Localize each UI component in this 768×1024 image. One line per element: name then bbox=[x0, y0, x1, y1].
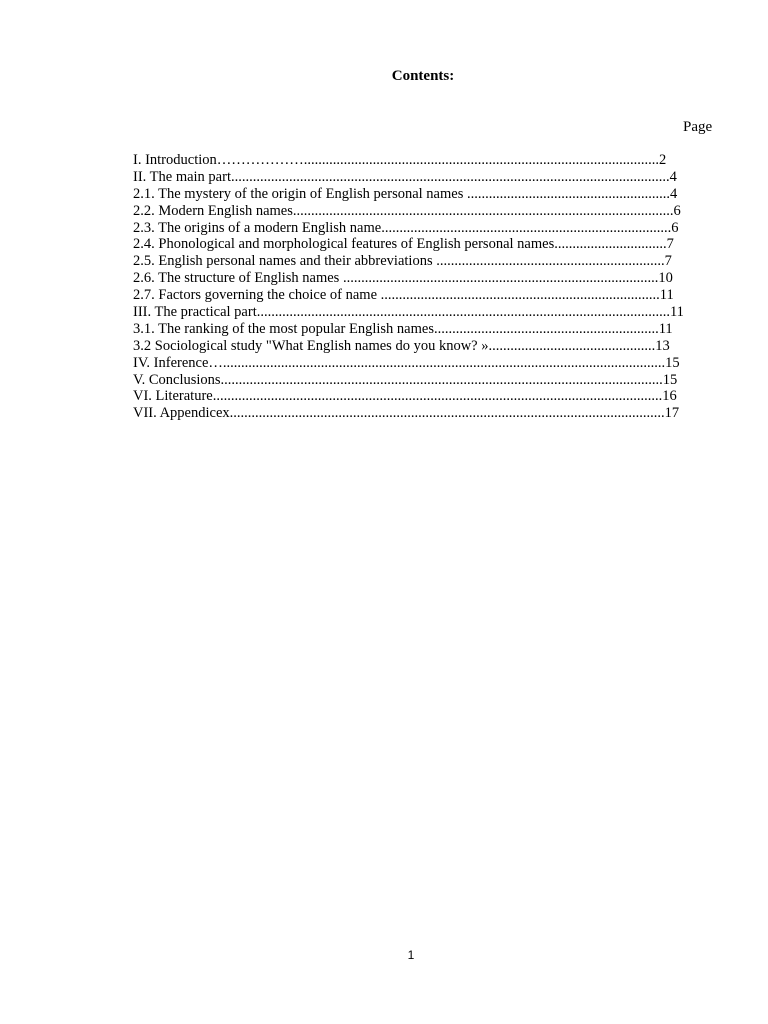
page-number: 1 bbox=[407, 948, 415, 962]
toc-entry-text: 2.7. Factors governing the choice of name .............................................................................11 bbox=[133, 287, 674, 304]
toc-entry-text: 2.1. The mystery of the origin of English personal names ........................................................4 bbox=[133, 185, 678, 202]
toc-entry bbox=[133, 372, 713, 389]
toc-entry-text: II. The main part.........................................................................................................................4 bbox=[133, 168, 677, 185]
toc-entry bbox=[133, 253, 713, 270]
toc-entry-text: 2.4. Phonological and morphological features of English personal names...............................7 bbox=[133, 236, 674, 253]
toc-entry-text: VI. Literature............................................................................................................................16 bbox=[133, 388, 677, 405]
toc-entry-text: V. Conclusions..........................................................................................................................15 bbox=[133, 371, 678, 388]
toc-entry bbox=[133, 405, 713, 422]
toc-entry-text: 3.1. The ranking of the most popular English names..............................................................11 bbox=[133, 320, 673, 337]
toc-entry-text: 2.2. Modern English names.........................................................................................................6 bbox=[133, 202, 681, 219]
toc-entry-text: 2.3. The origins of a modern English name................................................................................6 bbox=[133, 219, 679, 236]
toc-entry bbox=[133, 236, 713, 253]
toc-entry bbox=[133, 203, 713, 220]
toc-entry bbox=[133, 220, 713, 237]
toc-entry bbox=[133, 152, 713, 169]
toc-entry-text: VII. Appendicex........................................................................................................................17 bbox=[133, 405, 680, 422]
toc-entry-text: I. Introduction………………..................................................................................................2 bbox=[133, 152, 667, 168]
toc-entry bbox=[133, 169, 713, 186]
toc-entry-text: 2.5. English personal names and their abbreviations ...............................................................7 bbox=[133, 253, 672, 270]
contents-title: Contents: bbox=[391, 68, 455, 84]
toc-entry-text: 2.6. The structure of English names .......................................................................................10 bbox=[133, 270, 673, 287]
toc-entry bbox=[133, 186, 713, 203]
toc-entry bbox=[133, 338, 713, 355]
page-column-label: Page bbox=[683, 119, 713, 135]
toc-entry-text: IV. Inference…..........................................................................................................................15 bbox=[133, 354, 680, 371]
toc-entry-text: III. The practical part..................................................................................................................11 bbox=[133, 304, 684, 321]
toc-entry bbox=[133, 287, 713, 304]
table-of-contents bbox=[133, 152, 713, 422]
toc-entry bbox=[133, 388, 713, 405]
toc-entry bbox=[133, 304, 713, 321]
toc-entry-text: 3.2 Sociological study "What English names do you know? »..............................................13 bbox=[133, 337, 670, 354]
toc-entry bbox=[133, 355, 713, 372]
toc-entry bbox=[133, 270, 713, 287]
toc-entry bbox=[133, 321, 713, 338]
